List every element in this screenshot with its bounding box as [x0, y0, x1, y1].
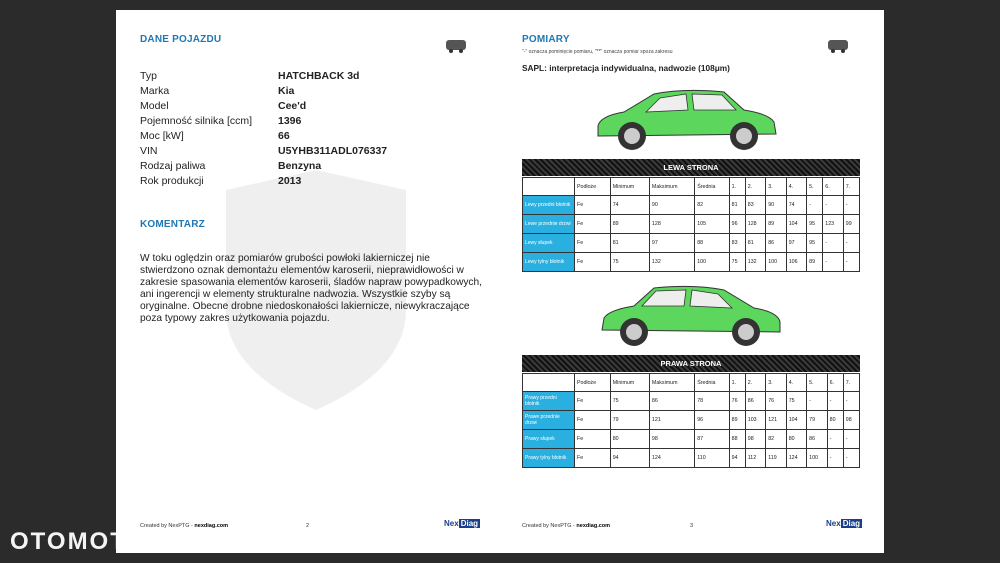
table-cell: 86 — [649, 392, 694, 411]
row-label: Lewy tylny błotnik — [523, 253, 575, 272]
table-cell: 89 — [729, 411, 745, 430]
table-row — [523, 411, 860, 430]
field-label: Rodzaj paliwa — [140, 160, 206, 172]
column-header: 6. — [823, 178, 843, 196]
table-cell: 80 — [610, 430, 649, 449]
table-cell: 100 — [807, 449, 827, 468]
table-cell: - — [827, 430, 843, 449]
row-label: Prawy przedni błotnik — [523, 392, 575, 411]
column-header: Maksimum — [649, 178, 694, 196]
table-cell: 100 — [695, 253, 729, 272]
table-cell: 119 — [766, 449, 786, 468]
measurement-note: "-" oznacza pominięcie pomiaru, "**" oznacza pomiar spoza zakresu — [522, 49, 673, 55]
table-cell: 75 — [610, 253, 649, 272]
table-cell: Fe — [575, 449, 611, 468]
table-cell: - — [823, 196, 843, 215]
table-cell: 104 — [786, 215, 806, 234]
footer-link-right[interactable]: nexdiag.com — [576, 523, 611, 529]
table-cell: 76 — [766, 392, 786, 411]
left-side-table — [522, 177, 860, 272]
vehicle-data-list — [140, 69, 480, 189]
field-value: 2013 — [278, 175, 302, 187]
table-cell: - — [843, 449, 859, 468]
table-cell: Fe — [575, 234, 611, 253]
table-cell: 80 — [786, 430, 806, 449]
table-cell: Fe — [575, 411, 611, 430]
row-label: Lewy słupek — [523, 234, 575, 253]
vehicle-field-row — [140, 99, 480, 114]
column-header: 6. — [827, 374, 843, 392]
field-label: Pojemność silnika [ccm] — [140, 115, 253, 127]
table-cell: 98 — [649, 430, 694, 449]
page-number-right: 3 — [690, 523, 694, 529]
table-cell: 98 — [745, 430, 765, 449]
column-header: 7. — [843, 374, 859, 392]
table-row — [523, 234, 860, 253]
column-header: 1. — [729, 178, 745, 196]
column-header: 1. — [729, 374, 745, 392]
page-number-left: 2 — [306, 523, 310, 529]
table-cell: 89 — [807, 253, 823, 272]
table-cell: 81 — [610, 234, 649, 253]
right-side-heading: PRAWA STRONA — [522, 355, 860, 372]
field-value: 1396 — [278, 115, 302, 127]
car-left-side-icon — [594, 86, 784, 152]
table-cell: 98 — [843, 411, 859, 430]
nexdiag-logo-right: Nex Diag — [826, 519, 861, 528]
field-label: Moc [kW] — [140, 130, 184, 142]
field-value: Benzyna — [278, 160, 322, 172]
vehicle-field-row — [140, 159, 480, 174]
column-header: Maksimum — [649, 374, 694, 392]
table-cell: - — [843, 430, 859, 449]
field-label: Typ — [140, 70, 157, 82]
section-title-vehicle: DANE POJAZDU — [140, 34, 222, 45]
table-cell: 124 — [649, 449, 694, 468]
table-cell: 128 — [649, 215, 694, 234]
column-header: Minimum — [610, 374, 649, 392]
section-title-comment: KOMENTARZ — [140, 219, 205, 230]
section-title-measurements: POMIARY — [522, 34, 570, 45]
field-value: U5YHB311ADL076337 — [278, 145, 388, 157]
footer-right: Created by NexPTG - nexdiag.com — [522, 523, 611, 529]
table-row — [523, 392, 860, 411]
table-cell: 110 — [695, 449, 729, 468]
page-divider — [496, 10, 497, 553]
column-header: 3. — [766, 374, 786, 392]
table-cell: 123 — [823, 215, 843, 234]
table-cell: 99 — [843, 215, 859, 234]
column-header: Średnia — [695, 374, 729, 392]
table-cell: 83 — [729, 234, 745, 253]
column-header — [523, 178, 575, 196]
column-header: 5. — [807, 178, 823, 196]
table-cell: 121 — [649, 411, 694, 430]
vehicle-field-row — [140, 84, 480, 99]
table-cell: - — [843, 234, 859, 253]
table-cell: 87 — [695, 430, 729, 449]
table-cell: Fe — [575, 430, 611, 449]
field-label: Model — [140, 100, 169, 112]
table-header-row — [523, 178, 860, 196]
column-header: 2. — [745, 374, 765, 392]
table-cell: 104 — [786, 411, 806, 430]
right-side-table — [522, 373, 860, 468]
table-cell: 95 — [807, 234, 823, 253]
field-label: Marka — [140, 85, 170, 97]
table-cell: - — [807, 392, 827, 411]
table-cell: 106 — [786, 253, 806, 272]
table-cell: 132 — [649, 253, 694, 272]
table-cell: 90 — [649, 196, 694, 215]
table-cell: 97 — [786, 234, 806, 253]
table-cell: 75 — [610, 392, 649, 411]
table-cell: 89 — [610, 215, 649, 234]
vehicle-field-row — [140, 144, 480, 159]
vehicle-field-row — [140, 69, 480, 84]
company-logo-icon — [444, 36, 468, 56]
table-cell: - — [807, 196, 823, 215]
footer-link[interactable]: nexdiag.com — [194, 523, 229, 529]
nexdiag-logo: Nex Diag — [444, 519, 479, 528]
column-header: 2. — [745, 178, 765, 196]
table-cell: - — [827, 392, 843, 411]
field-label: VIN — [140, 145, 158, 157]
table-cell: 86 — [766, 234, 786, 253]
table-cell: Fe — [575, 392, 611, 411]
table-cell: 76 — [729, 392, 745, 411]
table-cell: 83 — [745, 196, 765, 215]
table-cell: Fe — [575, 215, 611, 234]
table-row — [523, 253, 860, 272]
otomoto-watermark: OTOMOTO — [10, 528, 148, 555]
field-value: 66 — [278, 130, 290, 142]
row-label: Prawy słupek — [523, 430, 575, 449]
table-cell: - — [843, 196, 859, 215]
table-cell: 79 — [610, 411, 649, 430]
table-cell: 121 — [766, 411, 786, 430]
table-cell: - — [843, 253, 859, 272]
table-cell: 124 — [786, 449, 806, 468]
table-cell: 75 — [786, 392, 806, 411]
table-cell: 128 — [745, 215, 765, 234]
column-header: Średnia — [695, 178, 729, 196]
comment-text: W toku oględzin oraz pomiarów grubości powłoki lakierniczej nie stwierdzono oznak demontażu elementów karoserii, nieprawidłowości w zakresie spasowania elementów karoserii, śladów napraw powypadkowych, ani ingerencji w elementy strukturalne nadwozia. Wszystkie szyby są oryginalne. Obecne drobne niedoskonałości lakiernicze, niewykraczające poza typowy zakres użytkowania pojazdu. — [140, 253, 483, 324]
table-cell: Fe — [575, 196, 611, 215]
field-value: Cee'd — [278, 100, 307, 112]
table-cell: 88 — [695, 234, 729, 253]
table-cell: 95 — [807, 215, 823, 234]
vehicle-field-row — [140, 114, 480, 129]
car-right-side-icon — [594, 282, 784, 348]
table-header-row — [523, 374, 860, 392]
table-cell: 79 — [807, 411, 827, 430]
column-header: 4. — [786, 178, 806, 196]
table-cell: - — [827, 449, 843, 468]
column-header: 5. — [807, 374, 827, 392]
table-cell: 100 — [766, 253, 786, 272]
table-cell: 81 — [729, 196, 745, 215]
column-header: 4. — [786, 374, 806, 392]
table-cell: 86 — [745, 392, 765, 411]
table-cell: 80 — [827, 411, 843, 430]
row-label: Lewe przednie drzwi — [523, 215, 575, 234]
table-row — [523, 449, 860, 468]
column-header: 3. — [766, 178, 786, 196]
column-header: Podłoże — [575, 178, 611, 196]
table-cell: 96 — [729, 215, 745, 234]
vehicle-field-row — [140, 174, 480, 189]
table-cell: Fe — [575, 253, 611, 272]
vehicle-field-row — [140, 129, 480, 144]
table-cell: 88 — [729, 430, 745, 449]
table-cell: 86 — [807, 430, 827, 449]
table-row — [523, 430, 860, 449]
sapl-note: SAPL: interpretacja indywidualna, nadwozie (108μm) — [522, 63, 730, 73]
table-row — [523, 215, 860, 234]
table-cell: 82 — [766, 430, 786, 449]
table-cell: 103 — [745, 411, 765, 430]
table-cell: 132 — [745, 253, 765, 272]
left-side-heading: LEWA STRONA — [522, 159, 860, 176]
table-cell: 74 — [610, 196, 649, 215]
column-header: 7. — [843, 178, 859, 196]
column-header: Minimum — [610, 178, 649, 196]
table-cell: 97 — [649, 234, 694, 253]
table-cell: 94 — [729, 449, 745, 468]
table-cell: 89 — [766, 215, 786, 234]
row-label: Prawy tylny błotnik — [523, 449, 575, 468]
field-value: HATCHBACK 3d — [278, 70, 360, 82]
row-label: Lewy przedni błotnik — [523, 196, 575, 215]
company-logo-icon-right — [826, 36, 850, 56]
table-cell: - — [823, 234, 843, 253]
table-cell: 90 — [766, 196, 786, 215]
table-cell: 82 — [695, 196, 729, 215]
table-cell: - — [823, 253, 843, 272]
table-cell: 96 — [695, 411, 729, 430]
table-cell: 105 — [695, 215, 729, 234]
table-cell: 81 — [745, 234, 765, 253]
field-label: Rok produkcji — [140, 175, 204, 187]
table-cell: 94 — [610, 449, 649, 468]
row-label: Prawe przednie drzwi — [523, 411, 575, 430]
table-cell: 112 — [745, 449, 765, 468]
table-cell: 74 — [786, 196, 806, 215]
report-spread — [116, 10, 884, 553]
table-cell: 75 — [729, 253, 745, 272]
column-header — [523, 374, 575, 392]
column-header: Podłoże — [575, 374, 611, 392]
table-row — [523, 196, 860, 215]
footer-left: Created by NexPTG - nexdiag.com — [140, 523, 229, 529]
field-value: Kia — [278, 85, 295, 97]
table-cell: - — [843, 392, 859, 411]
table-cell: 78 — [695, 392, 729, 411]
